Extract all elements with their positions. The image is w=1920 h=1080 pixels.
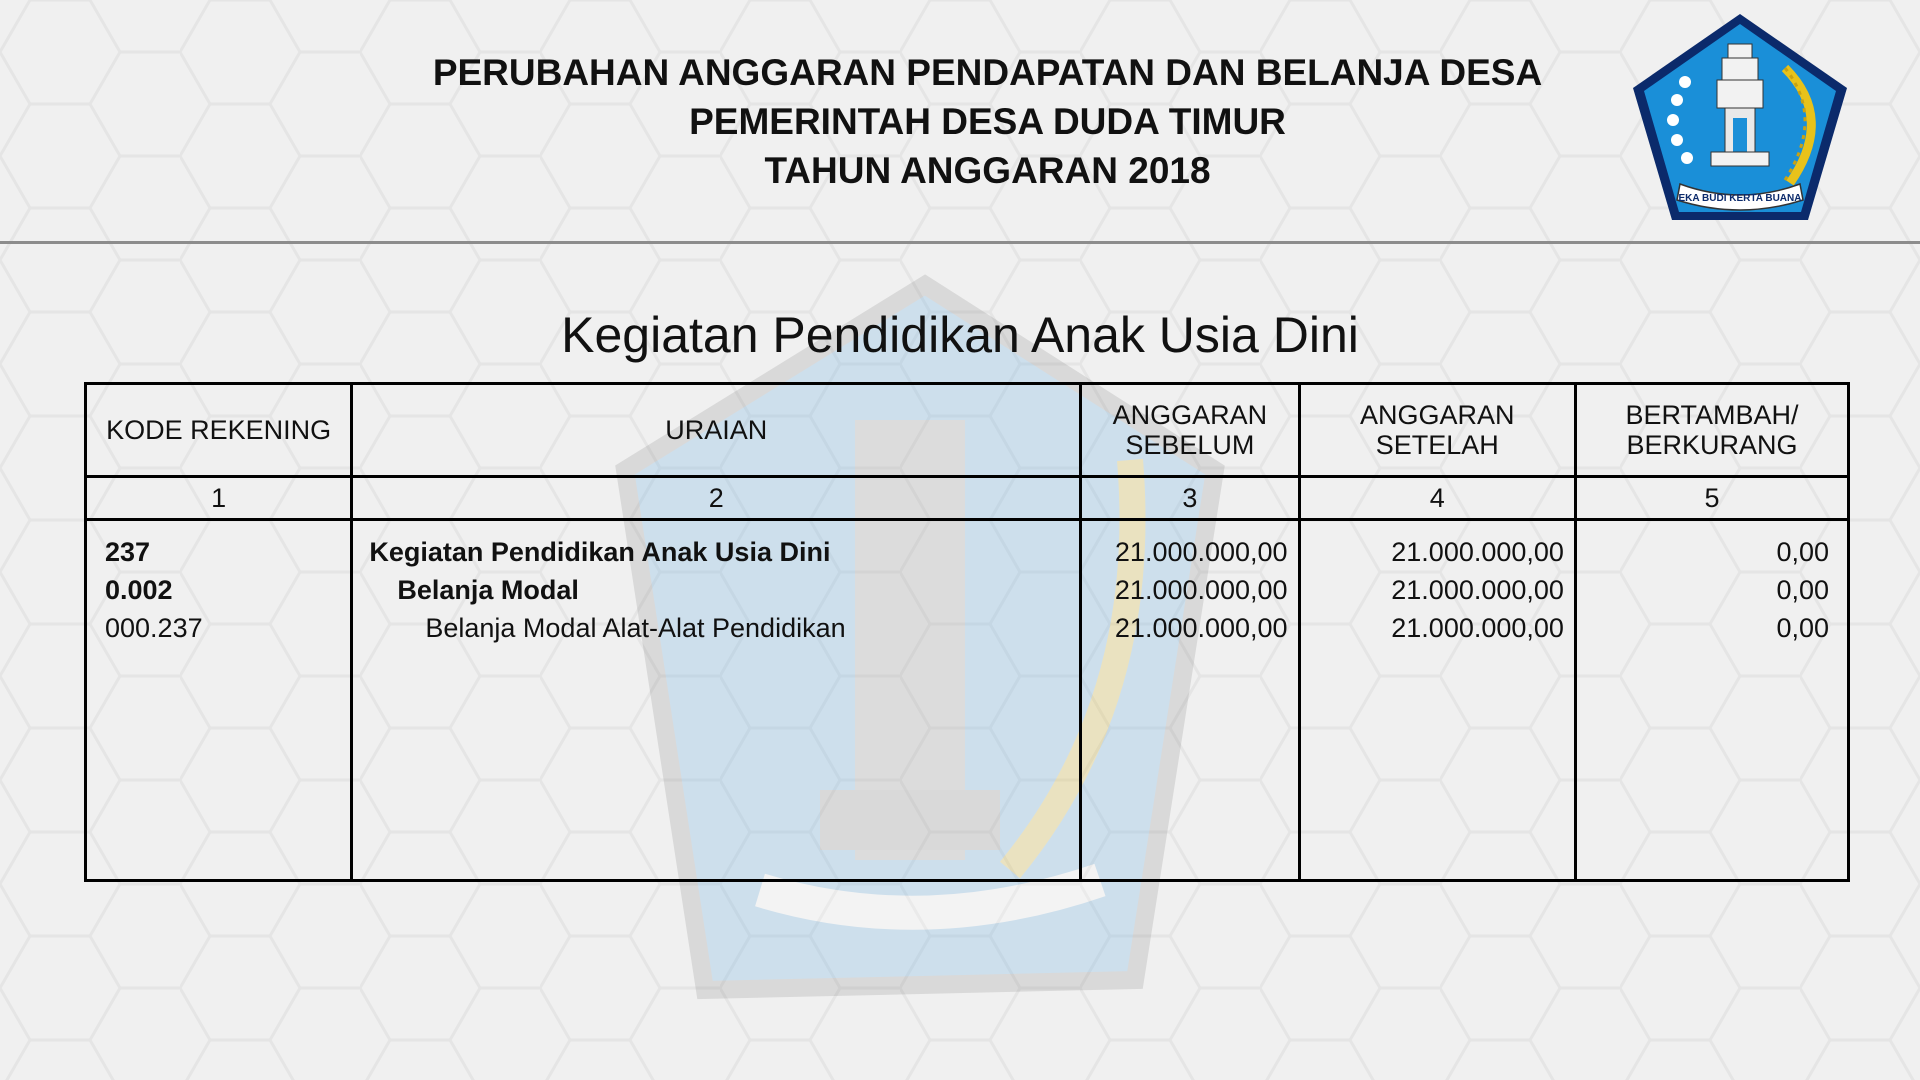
header-title	[330, 48, 1645, 195]
kode-rekening-cell	[86, 520, 352, 881]
bertambah-berkurang-value: 0,00	[1776, 537, 1829, 567]
header-bertambah-berkurang	[1575, 384, 1848, 477]
column-number-4: 4	[1299, 477, 1575, 520]
table-body-row	[86, 520, 1849, 881]
section-title: Kegiatan Pendidikan Anak Usia Dini	[561, 307, 1359, 363]
kode-rekening-value: 000.237	[105, 613, 203, 643]
table-column-number-row	[86, 477, 1849, 520]
column-number-5: 5	[1575, 477, 1848, 520]
uraian-value: Kegiatan Pendidikan Anak Usia Dini	[369, 537, 831, 567]
uraian-value: Belanja Modal Alat-Alat Pendidikan	[425, 613, 846, 643]
header-title-line-1: PERUBAHAN ANGGARAN PENDAPATAN DAN BELANJA DESA	[432, 52, 1543, 93]
header-anggaran-setelah-line-2: SETELAH	[1375, 430, 1499, 460]
header-bertambah-berkurang-line-2: BERKURANG	[1626, 430, 1798, 460]
header-kode-rekening: KODE REKENING	[86, 384, 352, 477]
anggaran-sebelum-cell	[1081, 520, 1299, 881]
uraian-cell	[352, 520, 1081, 881]
header-bertambah-berkurang-line-1: BERTAMBAH/	[1625, 400, 1799, 430]
header-anggaran-sebelum-line-1: ANGGARAN	[1112, 400, 1268, 430]
header-anggaran-setelah-line-1: ANGGARAN	[1359, 400, 1515, 430]
header-title-line-3: TAHUN ANGGARAN 2018	[764, 150, 1211, 191]
header-uraian: URAIAN	[352, 384, 1081, 477]
anggaran-setelah-cell	[1299, 520, 1575, 881]
bertambah-berkurang-cell	[1575, 520, 1848, 881]
anggaran-sebelum-value: 21.000.000,00	[1114, 575, 1288, 605]
anggaran-sebelum-value: 21.000.000,00	[1114, 613, 1288, 643]
column-number-2: 2	[352, 477, 1081, 520]
kode-rekening-value: 0.002	[105, 575, 173, 605]
budget-table	[84, 382, 1850, 882]
uraian-value: Belanja Modal	[397, 575, 579, 605]
bertambah-berkurang-value: 0,00	[1776, 613, 1829, 643]
header-anggaran-sebelum-line-2: SEBELUM	[1125, 430, 1255, 460]
regency-emblem-logo	[1625, 8, 1855, 226]
anggaran-sebelum-value: 21.000.000,00	[1114, 537, 1288, 567]
anggaran-setelah-value: 21.000.000,00	[1391, 613, 1564, 643]
anggaran-setelah-value: 21.000.000,00	[1391, 537, 1564, 567]
column-number-1: 1	[86, 477, 352, 520]
header-anggaran-sebelum	[1081, 384, 1299, 477]
header-title-line-2: PEMERINTAH DESA DUDA TIMUR	[689, 101, 1286, 142]
column-number-3: 3	[1081, 477, 1299, 520]
emblem-motto: EKA BUDI KERTA BUANA	[1678, 193, 1802, 204]
table-header-row	[86, 384, 1849, 477]
bertambah-berkurang-value: 0,00	[1776, 575, 1829, 605]
header-anggaran-setelah	[1299, 384, 1575, 477]
anggaran-setelah-value: 21.000.000,00	[1391, 575, 1564, 605]
header-divider	[0, 241, 1920, 244]
kode-rekening-value: 237	[105, 537, 151, 567]
